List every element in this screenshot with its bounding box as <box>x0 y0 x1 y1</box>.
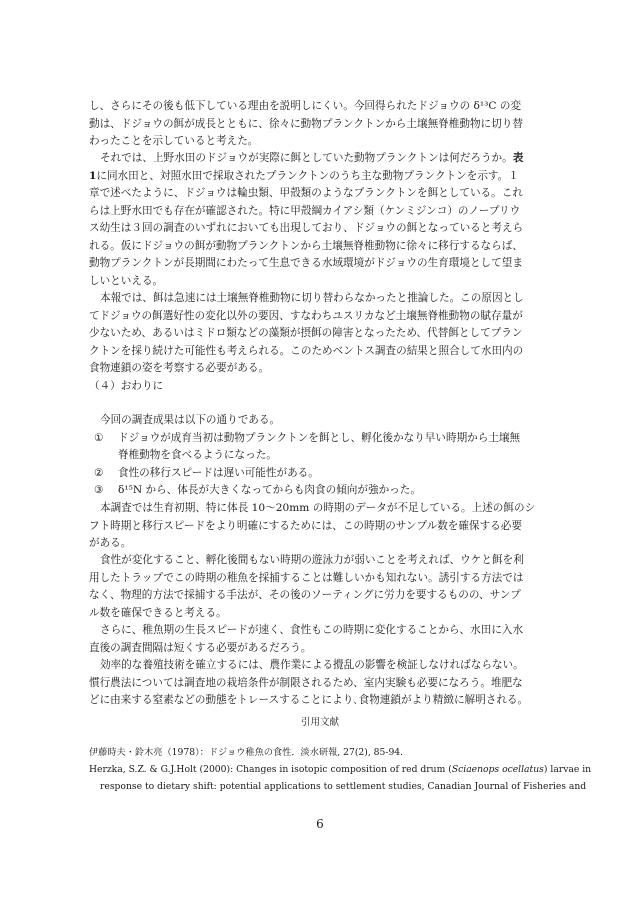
text-line: 章で述べたように、ドジョウは輪虫類、甲殻類のようなプランクトンを餌としている。これ <box>89 187 523 199</box>
reference-entry: 伊藤時夫・鈴木亮（1978）：ドジョウ稚魚の食性．淡水研報, 27(2), 85-94. <box>89 747 404 758</box>
text-line: 用したトラップでこの時期の稚魚を採捕することは難しいかも知れない。誘引する方法では <box>89 571 524 584</box>
text-line: 動物プランクトンが長期間にわたって生息できる水域環境がドジョウの生育環境として望ま <box>89 257 523 269</box>
table-reference: 1 <box>89 169 97 182</box>
text-span: に同水田と、対照水田で採取されたプランクトンのうち主な動物プランクトンを示す。１ <box>96 169 519 182</box>
text-span: それでは、上野水田のドジョウが実際に餌としていた動物プランクトンは何だろうか。 <box>100 152 513 164</box>
text-line: 今回の調査成果は以下の通りである。 <box>100 414 281 426</box>
text-line: 食性が変化すること、孵化後間もない時期の遊泳力が弱いことを考えれば、ウケと餌を利 <box>100 554 524 566</box>
list-item <box>89 430 545 448</box>
text-line: どに由来する窒素などの動態をトレースすることにより､食物連鎖がより精緻に解明される。 <box>89 694 529 706</box>
paragraph-sampling <box>89 552 545 622</box>
text-line: 脊椎動物を食べるようになった。 <box>118 449 277 461</box>
text-line: ル数を確保できると考える。 <box>89 606 227 619</box>
paragraph-food-switch <box>89 290 545 378</box>
paragraph-interval <box>89 622 545 657</box>
text-line: なく、物理的方法で採捕する手法が、その後のソーティングに労力を要するものの、サンプ <box>89 589 521 601</box>
text-line: 慣行農法については調査地の栽培条件が制限されるため、室内実験も必要になろう。堆肥な <box>89 676 523 689</box>
text-line: がある。 <box>89 537 132 549</box>
species-name: Sciaenops ocellatus <box>451 764 544 775</box>
text-line: 直後の調査間隔は短くする必要があるだろう。 <box>89 641 312 654</box>
page-number: 6 <box>316 817 324 831</box>
text-line: フト時期と移行スピードをより明確にするためには、この時期のサンプル数を確保する必要 <box>89 519 522 532</box>
text-line: ス幼生は３回の調査のいずれにおいても出現しており、ドジョウの餌となっていると考えら <box>89 222 524 234</box>
references-heading: 引用文献 <box>300 717 339 728</box>
text-line: し、さらにその後も低下している理由を説明しにくい。今回得られたドジョウの δ¹³C の変 <box>89 100 522 112</box>
list-text: 食性の移行スピードは遅い可能性がある。 <box>118 466 319 479</box>
text-line: しいといえる。 <box>89 274 164 287</box>
conclusion-list <box>89 412 545 500</box>
text-line <box>89 168 545 186</box>
paragraph-data-shortage <box>89 500 545 553</box>
text-line: 動は、ドジョウの餌が成長とともに、徐々に動物プランクトンから土壌無脊椎動物に切り替 <box>89 117 523 130</box>
text-line: 食物連鎖の姿を考察する必要がある。 <box>89 362 270 374</box>
list-item <box>89 465 545 483</box>
list-item <box>89 482 545 500</box>
list-number: ① <box>94 431 104 444</box>
paragraph-zooplankton <box>89 150 545 290</box>
text-line: クトンを採り続けた可能性も考えられる。このためベントス調査の結果と照合して水田内の <box>89 344 524 357</box>
paragraph-aquaculture <box>89 657 545 710</box>
text-line: 本報では、餌は急速には土壌無脊椎動物に切り替わらなかったと推論した。この原因とし <box>100 292 524 304</box>
reference-continuation: response to dietary shift: potential applications to settlement studies, Canadian Journal of Fisheries and <box>100 781 587 792</box>
text-line: さらに、稚魚期の生長スピードが速く、食性もこの時期に変化することから、水田に入水 <box>100 624 524 636</box>
list-number: ③ <box>94 484 104 496</box>
reference-list <box>89 744 592 795</box>
table-reference: 表 <box>512 152 524 164</box>
section-heading: （４）おわりに <box>89 380 164 392</box>
text-line: らは上野水田でも存在が確認された。特に甲殻綱カイアシ類（ケンミジンコ）のノープリウ <box>89 204 521 217</box>
text-line: れる。仮にドジョウの餌が動物プランクトンから土壌無脊椎動物に徐々に移行するならば、 <box>89 239 523 252</box>
text-line: てドジョウの餌選好性の変化以外の要因、すなわちユスリカなど土壌無脊椎動物の賦存量が <box>89 309 523 322</box>
reference-text: Herzka, S.Z. & G.J.Holt (2000): Changes in isotopic composition of red drum ( <box>89 764 452 775</box>
reference-entry <box>89 761 592 778</box>
intro-paragraph <box>89 98 545 151</box>
reference-text: ) larvae in <box>543 764 592 775</box>
text-line: わったことを示していると考えた。 <box>89 135 259 147</box>
text-line: 本調査では生育初期、特に体長 10～20mm の時期のデータが不足している。上述の餌のシ <box>100 502 536 514</box>
text-line <box>89 150 545 168</box>
text-line: 効率的な養殖技術を確立するには、農作業による攪乱の影響を検証しなければならない。 <box>100 659 524 671</box>
list-number: ② <box>94 466 104 479</box>
list-text: δ¹⁵N から、体長が大きくなってからも肉食の傾向が強かった。 <box>118 484 421 496</box>
text-line: 少ないため、あるいはミドロ類などの藻類が摂餌の障害となったため、代替餌としてプラン <box>89 327 523 339</box>
list-text: ドジョウが成育当初は動物プランクトンを餌とし、孵化後かなり早い時期から土壌無 <box>118 431 521 444</box>
